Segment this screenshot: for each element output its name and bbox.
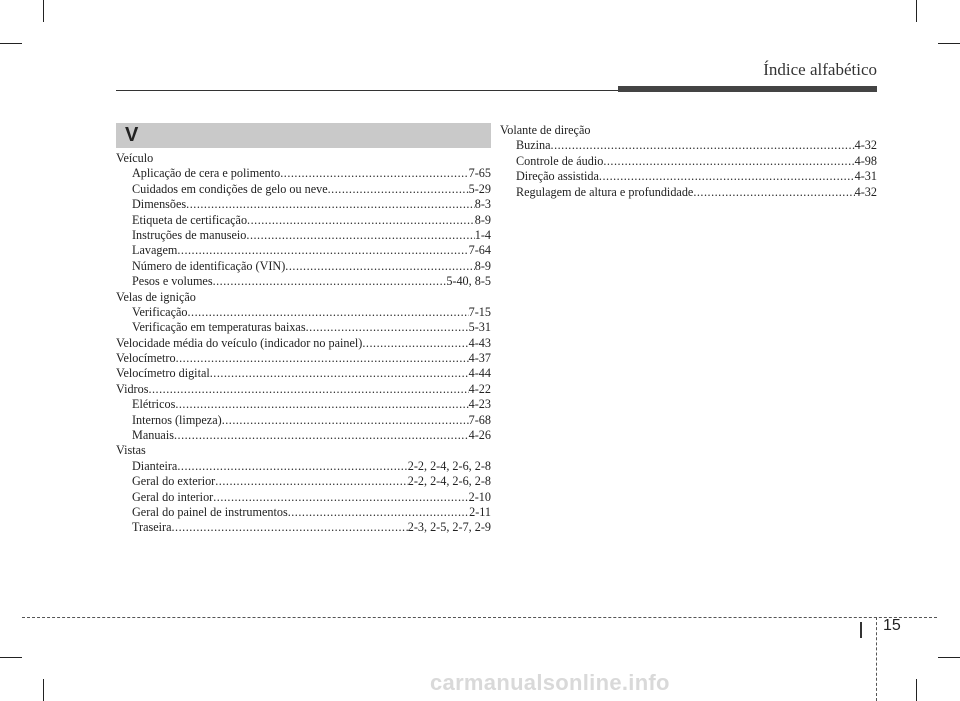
index-entry-page: 2-10 [468,489,491,504]
index-entry[interactable] [116,397,491,412]
index-entry-page: 7-65 [468,166,491,181]
index-entry-page: 1-4 [474,227,491,242]
dot-leader [599,169,855,184]
dot-leader [213,490,468,505]
index-entry[interactable] [116,490,491,505]
index-entry[interactable] [500,185,877,200]
index-entry-label: Número de identificação (VIN) [132,258,286,273]
index-entry-label: Buzina [516,138,551,153]
dot-leader [693,185,854,200]
page-section-marker [860,622,862,638]
index-entry[interactable] [116,459,491,474]
index-entry-page: 2-11 [469,504,491,519]
dot-leader [213,274,447,289]
index-entry-label: Lavagem [132,243,178,258]
index-entry-label: Velocidade média do veículo (indicador no painel) [116,335,363,350]
index-entry-label: Cuidados em condições de gelo ou neve [132,181,328,196]
section-letter: V [125,124,139,146]
index-entry-page: 4-22 [468,381,491,396]
index-entry-label: Manuais [132,428,174,443]
index-entry[interactable] [116,366,491,381]
index-entry-page: 5-29 [468,181,491,196]
index-entry-label: Internos (limpeza) [132,412,222,427]
index-entry-label: Verificação [132,304,188,319]
dot-leader [285,259,474,274]
dot-leader [187,305,468,320]
dot-leader [177,459,407,474]
index-entry-label: Aplicação de cera e polimento [132,166,281,181]
index-entry-label: Etiqueta de certificação [132,212,248,227]
dot-leader [175,397,468,412]
crop-mark [916,0,917,22]
index-entry-label: Geral do exterior [132,474,216,489]
index-entry-label: Elétricos [132,397,176,412]
index-entry-page: 2-2, 2-4, 2-6, 2-8 [407,458,491,473]
dot-leader [176,351,469,366]
dot-leader [603,154,854,169]
dot-leader [551,138,855,153]
dot-leader [174,428,469,443]
index-entry[interactable] [116,305,491,320]
index-entry-label: Regulagem de altura e profundidade [516,184,694,199]
index-entry-page: 4-44 [468,366,491,381]
index-entry-page: 4-26 [468,428,491,443]
page-number: 15 [883,617,901,634]
index-column-right [500,123,877,200]
dot-leader [362,336,468,351]
index-entry-page: 5-40, 8-5 [446,274,491,289]
index-entry-page: 7-64 [468,243,491,258]
index-entry-label: Direção assistida [516,169,599,184]
index-entry-page: 5-31 [468,320,491,335]
index-entry-page: 4-98 [854,153,877,168]
dot-leader [148,382,468,397]
index-entry-label: Velocímetro [116,351,176,366]
crop-mark [938,43,960,44]
watermark: carmanualsonline.info [430,670,670,695]
dot-leader [288,505,469,520]
dot-leader [306,320,469,335]
dot-leader [177,243,468,258]
index-entry-page: 4-37 [468,351,491,366]
crop-mark [916,679,917,701]
index-entry-label: Dimensões [132,197,187,212]
crop-mark [938,657,960,658]
index-entry[interactable] [500,138,877,153]
dot-leader [246,228,474,243]
dot-leader [210,366,469,381]
index-entry-page: 4-43 [468,335,491,350]
index-entry[interactable] [116,413,491,428]
index-entry[interactable] [116,336,491,351]
index-entry[interactable] [500,169,877,184]
section-letter-banner [116,123,491,148]
index-heading: Velas de ignição [116,289,196,304]
index-entry[interactable] [500,154,877,169]
index-entry[interactable] [116,228,491,243]
header-rule-accent [618,86,877,92]
index-entry[interactable] [116,166,491,181]
index-entry-label: Controle de áudio [516,153,604,168]
header-rule [116,90,618,91]
index-entry[interactable] [116,197,491,212]
index-heading: Vistas [116,443,146,458]
dot-leader [186,197,475,212]
index-entry-label: Verificação em temperaturas baixas [132,320,306,335]
index-entry[interactable] [116,505,491,520]
index-column-left [116,151,491,536]
index-entry[interactable] [116,474,491,489]
index-entry[interactable] [116,274,491,289]
crop-mark [43,0,44,22]
index-entry[interactable] [116,259,491,274]
index-entry-label: Geral do interior [132,489,214,504]
index-entry-label: Velocímetro digital [116,366,210,381]
index-entry-label: Vidros [116,381,149,396]
footer-dashed-rule [22,617,937,618]
index-entry-label: Dianteira [132,458,178,473]
index-entry-page: 4-32 [854,184,877,199]
index-entry[interactable] [116,243,491,258]
dot-leader [215,474,407,489]
index-entry[interactable] [116,428,491,443]
index-entry-label: Pesos e volumes [132,274,213,289]
index-entry-page: 4-23 [468,397,491,412]
index-entry[interactable] [116,382,491,397]
index-entry-page: 8-3 [474,197,491,212]
index-heading: Volante de direção [500,123,591,137]
index-entry-page: 7-15 [468,304,491,319]
index-entry-page: 8-9 [474,212,491,227]
index-entry-label: Instruções de manuseio [132,227,247,242]
index-entry-page: 8-9 [474,258,491,273]
dot-leader [172,520,408,535]
crop-mark [0,657,22,658]
index-entry-page: 4-32 [854,138,877,153]
crop-mark [0,43,22,44]
index-entry-label: Geral do painel de instrumentos [132,504,288,519]
index-heading: Veículo [116,151,154,165]
page-header-title: Índice alfabético [763,60,877,79]
index-entry[interactable] [116,182,491,197]
index-entry-page: 2-2, 2-4, 2-6, 2-8 [407,474,491,489]
dot-leader [280,166,468,181]
index-entry-page: 2-3, 2-5, 2-7, 2-9 [407,520,491,535]
dot-leader [328,182,469,197]
index-entry-label: Traseira [132,520,172,535]
dot-leader [222,413,469,428]
index-entry[interactable] [116,520,491,535]
index-entry[interactable] [116,320,491,335]
index-entry-page: 7-68 [468,412,491,427]
index-entry[interactable] [116,351,491,366]
footer-dashed-rule-vertical [876,617,877,701]
index-entry[interactable] [116,213,491,228]
crop-mark [43,679,44,701]
index-entry-page: 4-31 [854,169,877,184]
dot-leader [247,213,475,228]
